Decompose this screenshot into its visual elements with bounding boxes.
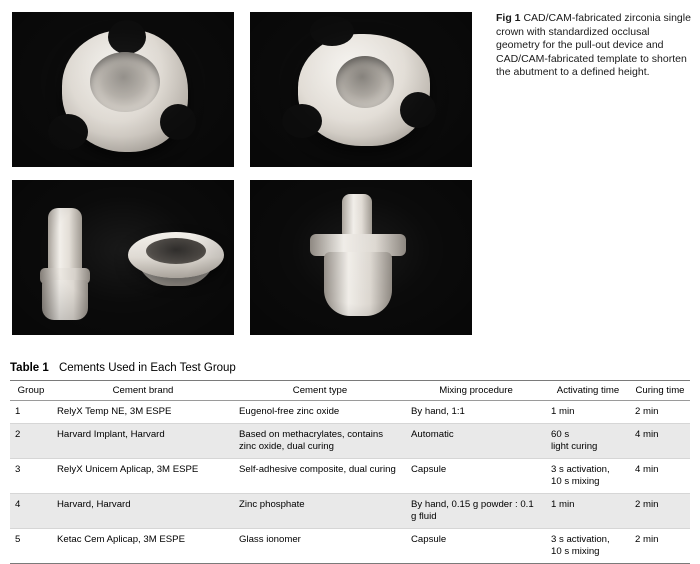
cell-cement-brand: Harvard Implant, Harvard <box>52 424 234 459</box>
column-header-cement-type: Cement type <box>234 381 406 401</box>
crown-notch-shape <box>48 114 88 150</box>
cell-cement-type: Zinc phosphate <box>234 494 406 529</box>
figure-label: Fig 1 <box>496 12 521 24</box>
cell-group: 5 <box>10 529 52 564</box>
cell-activating-time: 3 s activation, 10 s mixing <box>546 529 630 564</box>
table-block <box>10 362 690 564</box>
crown-notch-shape <box>282 104 322 138</box>
crown-notch-shape <box>400 92 436 128</box>
column-header-curing-time: Curing time <box>630 381 690 401</box>
cell-group: 3 <box>10 459 52 494</box>
photo-crown-seated-on-abutment <box>250 180 472 335</box>
column-header-group: Group <box>10 381 52 401</box>
table-row <box>10 459 690 494</box>
cell-cement-type: Eugenol-free zinc oxide <box>234 401 406 424</box>
cell-mixing-procedure: Capsule <box>406 529 546 564</box>
cell-curing-time: 2 min <box>630 529 690 564</box>
table-header <box>10 381 690 401</box>
cell-cement-brand: RelyX Temp NE, 3M ESPE <box>52 401 234 424</box>
cell-curing-time: 2 min <box>630 494 690 529</box>
table-label: Table 1 <box>10 362 49 374</box>
column-header-mixing-procedure: Mixing procedure <box>406 381 546 401</box>
photo-abutment-and-template-ring <box>12 180 234 335</box>
abutment-base-shape <box>42 280 88 320</box>
cell-mixing-procedure: Capsule <box>406 459 546 494</box>
column-header-cement-brand: Cement brand <box>52 381 234 401</box>
table-row <box>10 529 690 564</box>
cell-group: 4 <box>10 494 52 529</box>
figure-caption-text: CAD/CAM-fabricated zirconia single crown with standardized occlusal geometry for the pull-out device and CAD/CAM-fabricated template to shorten the abutment to a defined height. <box>496 12 691 78</box>
crown-occlusal-bowl-shape <box>90 52 160 112</box>
cell-cement-type: Based on methacrylates, contains zinc oxide, dual curing <box>234 424 406 459</box>
table-header-row <box>10 381 690 401</box>
abutment-post-shape <box>48 208 82 272</box>
table-body <box>10 401 690 564</box>
crown-notch-shape <box>310 16 354 46</box>
abutment-post-shape <box>342 194 372 236</box>
table-row <box>10 401 690 424</box>
cell-cement-type: Self-adhesive composite, dual curing <box>234 459 406 494</box>
cell-mixing-procedure: By hand, 1:1 <box>406 401 546 424</box>
cell-curing-time: 4 min <box>630 424 690 459</box>
table-row <box>10 424 690 459</box>
cell-mixing-procedure: Automatic <box>406 424 546 459</box>
photo-zirconia-crown-occlusal-view <box>12 12 234 167</box>
table-title <box>10 362 690 374</box>
cell-curing-time: 2 min <box>630 401 690 424</box>
figure-photo-grid <box>12 12 484 337</box>
cell-activating-time: 1 min <box>546 401 630 424</box>
cell-cement-type: Glass ionomer <box>234 529 406 564</box>
cell-cement-brand: Harvard, Harvard <box>52 494 234 529</box>
cements-table <box>10 380 690 564</box>
cell-curing-time: 4 min <box>630 459 690 494</box>
cell-mixing-procedure: By hand, 0.15 g powder : 0.1 g fluid <box>406 494 546 529</box>
cell-cement-brand: RelyX Unicem Aplicap, 3M ESPE <box>52 459 234 494</box>
cell-cement-brand: Ketac Cem Aplicap, 3M ESPE <box>52 529 234 564</box>
table-row <box>10 494 690 529</box>
template-ring-aperture-shape <box>146 238 206 264</box>
cell-activating-time: 60 s light curing <box>546 424 630 459</box>
crown-notch-shape <box>160 104 196 140</box>
crown-notch-shape <box>108 20 146 54</box>
cell-activating-time: 3 s activation, 10 s mixing <box>546 459 630 494</box>
figure-caption <box>496 12 692 80</box>
cell-activating-time: 1 min <box>546 494 630 529</box>
table-title-text: Cements Used in Each Test Group <box>58 362 236 374</box>
crown-occlusal-bowl-shape <box>336 56 394 108</box>
assembly-base-shape <box>324 252 392 316</box>
column-header-activating-time: Activating time <box>546 381 630 401</box>
photo-zirconia-crown-angled-view <box>250 12 472 167</box>
cell-group: 1 <box>10 401 52 424</box>
cell-group: 2 <box>10 424 52 459</box>
